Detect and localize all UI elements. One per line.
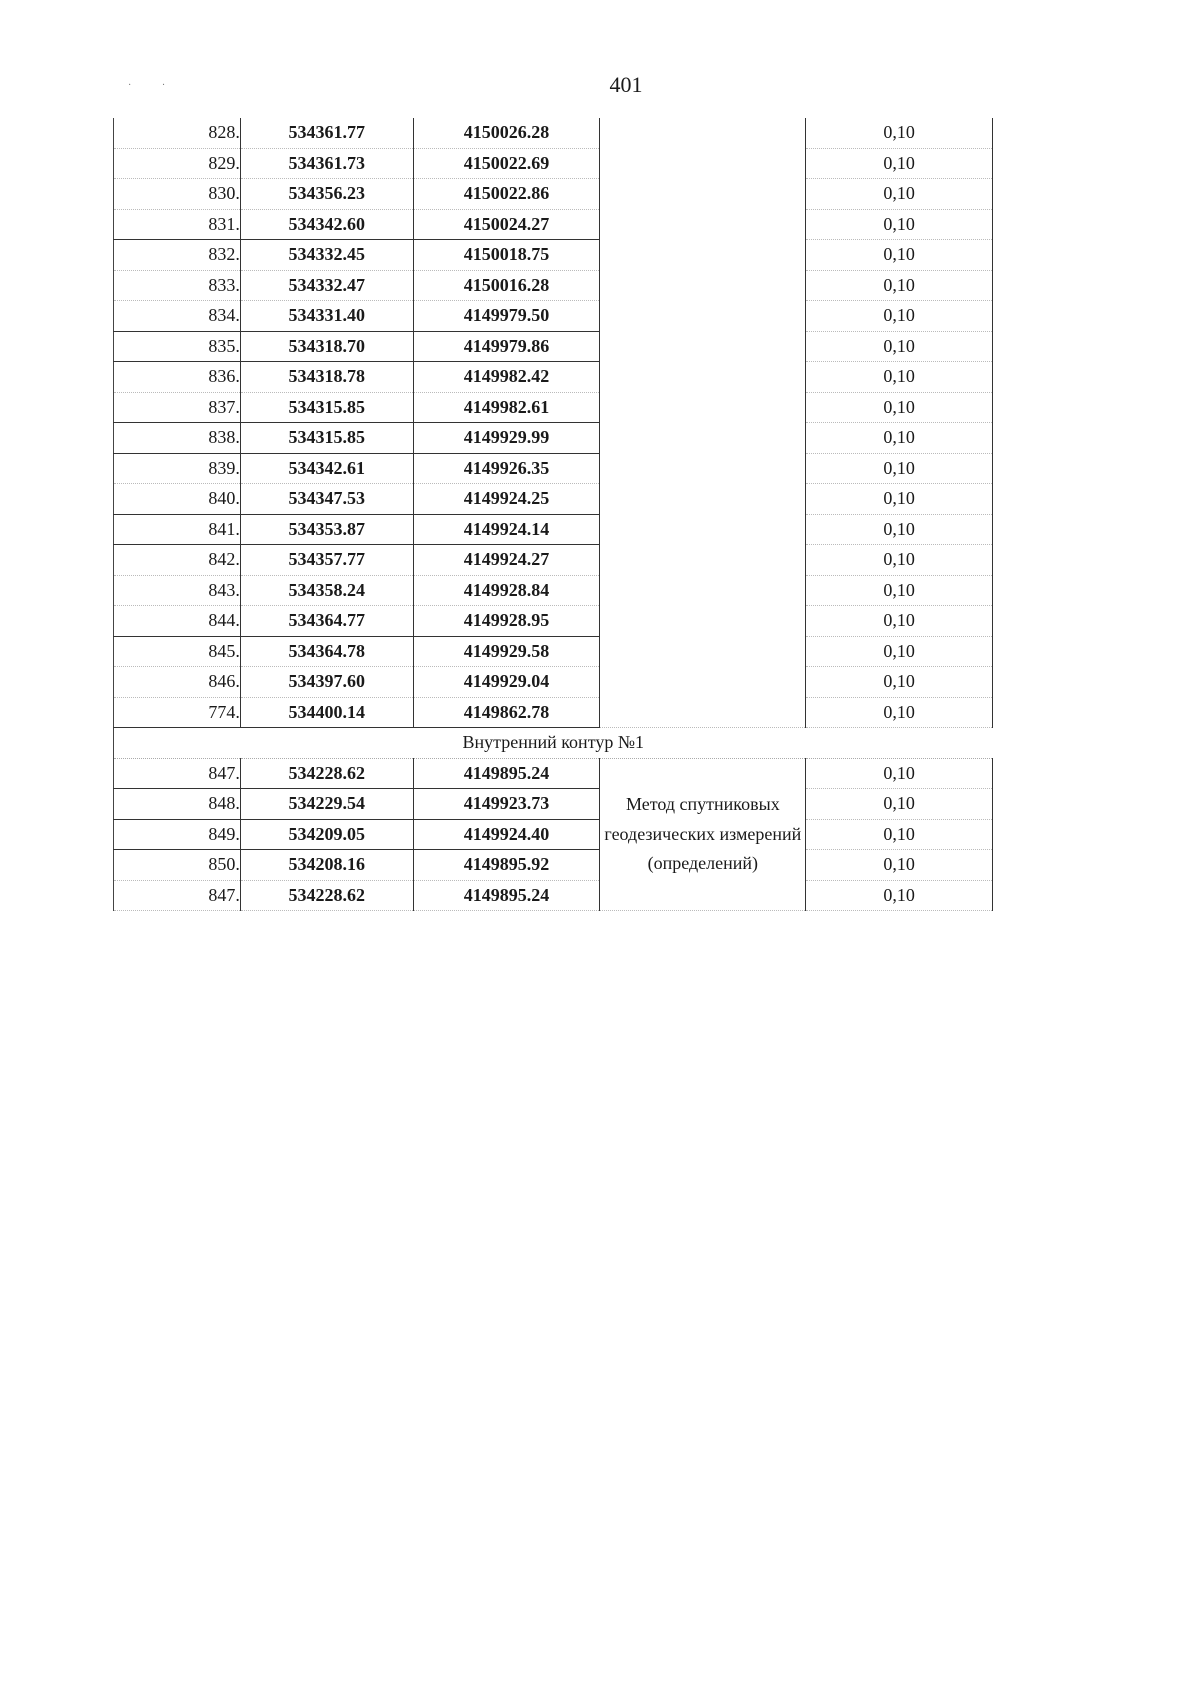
table-row [114,270,993,301]
x-coordinate-cell: 534353.87 [240,514,413,545]
y-coordinate-cell: 4149895.24 [413,758,600,789]
y-coordinate-cell: 4149929.58 [413,636,600,667]
x-coordinate-cell: 534331.40 [240,301,413,332]
y-coordinate-cell: 4149979.86 [413,331,600,362]
x-coordinate-cell: 534361.73 [240,148,413,179]
point-number-cell: 832. [114,240,241,271]
y-coordinate-cell: 4149982.61 [413,392,600,423]
y-coordinate-cell: 4149924.27 [413,545,600,576]
y-coordinate-cell: 4150022.69 [413,148,600,179]
x-coordinate-cell: 534315.85 [240,392,413,423]
point-number-cell: 843. [114,575,241,606]
x-coordinate-cell: 534208.16 [240,850,413,881]
section-title: Внутренний контур №1 [114,728,993,759]
table-row [114,118,993,148]
accuracy-cell: 0,10 [806,331,993,362]
point-number-cell: 829. [114,148,241,179]
accuracy-cell: 0,10 [806,392,993,423]
accuracy-cell: 0,10 [806,270,993,301]
x-coordinate-cell: 534229.54 [240,789,413,820]
section-row [114,728,993,759]
table-row [114,789,993,820]
point-number-cell: 838. [114,423,241,454]
coordinates-table [113,118,993,911]
table-row [114,362,993,393]
accuracy-cell: 0,10 [806,819,993,850]
accuracy-cell: 0,10 [806,850,993,881]
point-number-cell: 828. [114,118,241,148]
accuracy-cell: 0,10 [806,240,993,271]
x-coordinate-cell: 534209.05 [240,819,413,850]
point-number-cell: 837. [114,392,241,423]
y-coordinate-cell: 4149929.04 [413,667,600,698]
point-number-cell: 847. [114,880,241,911]
accuracy-cell: 0,10 [806,545,993,576]
y-coordinate-cell: 4149928.95 [413,606,600,637]
accuracy-cell: 0,10 [806,209,993,240]
table-row [114,423,993,454]
table-row [114,484,993,515]
x-coordinate-cell: 534342.60 [240,209,413,240]
table-row [114,697,993,728]
y-coordinate-cell: 4149924.40 [413,819,600,850]
accuracy-cell: 0,10 [806,301,993,332]
x-coordinate-cell: 534342.61 [240,453,413,484]
table-row [114,880,993,911]
point-number-cell: 848. [114,789,241,820]
accuracy-cell: 0,10 [806,362,993,393]
table-row [114,148,993,179]
table-row [114,545,993,576]
y-coordinate-cell: 4149982.42 [413,362,600,393]
y-coordinate-cell: 4150016.28 [413,270,600,301]
accuracy-cell: 0,10 [806,636,993,667]
table-row [114,819,993,850]
x-coordinate-cell: 534332.45 [240,240,413,271]
accuracy-cell: 0,10 [806,148,993,179]
accuracy-cell: 0,10 [806,789,993,820]
coordinates-table-body [114,118,993,911]
x-coordinate-cell: 534397.60 [240,667,413,698]
y-coordinate-cell: 4149929.99 [413,423,600,454]
accuracy-cell: 0,10 [806,514,993,545]
table-row [114,575,993,606]
y-coordinate-cell: 4149862.78 [413,697,600,728]
accuracy-cell: 0,10 [806,484,993,515]
point-number-cell: 844. [114,606,241,637]
accuracy-cell: 0,10 [806,697,993,728]
table-row [114,514,993,545]
table-row [114,636,993,667]
x-coordinate-cell: 534347.53 [240,484,413,515]
accuracy-cell: 0,10 [806,453,993,484]
x-coordinate-cell: 534358.24 [240,575,413,606]
table-row [114,850,993,881]
table-row [114,240,993,271]
x-coordinate-cell: 534318.78 [240,362,413,393]
point-number-cell: 835. [114,331,241,362]
point-number-cell: 841. [114,514,241,545]
y-coordinate-cell: 4149926.35 [413,453,600,484]
y-coordinate-cell: 4149924.14 [413,514,600,545]
method-cell: Метод спутниковых геодезических измерений (определений) [600,758,806,911]
x-coordinate-cell: 534364.78 [240,636,413,667]
table-row [114,301,993,332]
x-coordinate-cell: 534356.23 [240,179,413,210]
accuracy-cell: 0,10 [806,758,993,789]
table-row [114,392,993,423]
x-coordinate-cell: 534400.14 [240,697,413,728]
point-number-cell: 846. [114,667,241,698]
x-coordinate-cell: 534361.77 [240,118,413,148]
x-coordinate-cell: 534364.77 [240,606,413,637]
point-number-cell: 836. [114,362,241,393]
table-row [114,758,993,789]
point-number-cell: 849. [114,819,241,850]
x-coordinate-cell: 534332.47 [240,270,413,301]
point-number-cell: 774. [114,697,241,728]
y-coordinate-cell: 4150022.86 [413,179,600,210]
accuracy-cell: 0,10 [806,423,993,454]
scan-specks: · · [128,80,180,91]
method-cell [600,118,806,728]
y-coordinate-cell: 4150018.75 [413,240,600,271]
x-coordinate-cell: 534228.62 [240,758,413,789]
point-number-cell: 839. [114,453,241,484]
y-coordinate-cell: 4149924.25 [413,484,600,515]
point-number-cell: 842. [114,545,241,576]
point-number-cell: 845. [114,636,241,667]
point-number-cell: 831. [114,209,241,240]
y-coordinate-cell: 4149895.92 [413,850,600,881]
y-coordinate-cell: 4149923.73 [413,789,600,820]
point-number-cell: 833. [114,270,241,301]
accuracy-cell: 0,10 [806,880,993,911]
table-row [114,179,993,210]
table-row [114,606,993,637]
y-coordinate-cell: 4150026.28 [413,118,600,148]
x-coordinate-cell: 534318.70 [240,331,413,362]
x-coordinate-cell: 534315.85 [240,423,413,454]
y-coordinate-cell: 4150024.27 [413,209,600,240]
accuracy-cell: 0,10 [806,606,993,637]
table-row [114,331,993,362]
accuracy-cell: 0,10 [806,118,993,148]
x-coordinate-cell: 534228.62 [240,880,413,911]
y-coordinate-cell: 4149979.50 [413,301,600,332]
accuracy-cell: 0,10 [806,179,993,210]
page-number: 401 [609,72,643,97]
table-row [114,209,993,240]
y-coordinate-cell: 4149928.84 [413,575,600,606]
point-number-cell: 834. [114,301,241,332]
point-number-cell: 847. [114,758,241,789]
table-row [114,667,993,698]
point-number-cell: 830. [114,179,241,210]
y-coordinate-cell: 4149895.24 [413,880,600,911]
point-number-cell: 840. [114,484,241,515]
x-coordinate-cell: 534357.77 [240,545,413,576]
accuracy-cell: 0,10 [806,575,993,606]
point-number-cell: 850. [114,850,241,881]
table-row [114,453,993,484]
accuracy-cell: 0,10 [806,667,993,698]
